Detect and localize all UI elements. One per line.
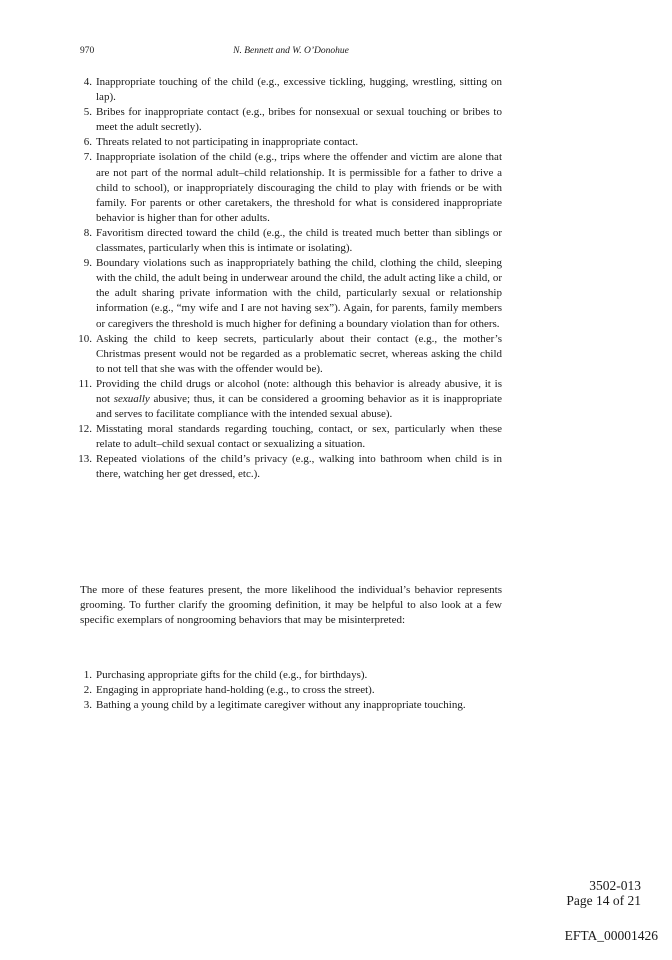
list-item: 9. Boundary violations such as inappropriately bathing the child, clothing the child, sleeping with the child, the adult being in underwear around the child, the adult acting like a child, or the adult sharing private information with the child, particularly sexual or relationship information (e.g., “my wife and I are not having sex”). Again, for parents, family members or caregivers the threshold is much higher for defining a boundary violation than for others. (83, 257, 502, 330)
list-item: 11. Providing the child drugs or alcohol (note: although this behavior is already abusive, it is not sexually abusive; thus, it can be considered a grooming behavior as it is inappropriate and serves to facilitate compliance with the intended sexual abuse). (78, 377, 503, 421)
list-item: 1. Purchasing appropriate gifts for the child (e.g., for birthdays). (83, 669, 368, 681)
running-header (80, 46, 502, 60)
list-item: 12. Misstating moral standards regarding touching, contact, or sex, particularly when these relate to adult–child sexual contact or sexualizing a situation. (78, 423, 502, 451)
list-item: 7. Inappropriate isolation of the child (e.g., trips where the offender and victim are alone that are not part of the normal adult–child relationship. It is permissible for a father to drive a child to school), or inappropriately discouraging the child to play with friends or be with family. For parents or other caretakers, the threshold for what is considered inappropriate behavior is higher than for other adults. (83, 151, 502, 224)
list-item: 8. Favoritism directed toward the child (e.g., the child is treated much better than siblings or classmates, particularly when this is intimate or isolating). (83, 226, 502, 255)
list-item: 13. Repeated violations of the child’s privacy (e.g., walking into bathroom when child is in there, watching her get dressed, etc.). (78, 453, 502, 481)
list-item: 10. Asking the child to keep secrets, particularly about their contact (e.g., the mother’s Christmas present would not be regarded as a problematic secret, whereas asking the child to not tell that she was with the offender would be). (78, 332, 502, 375)
list-item: 6. Threats related to not participating in inappropriate contact. (83, 136, 359, 149)
document-stamp (566, 878, 641, 908)
nongrooming-exemplars-list (80, 668, 502, 713)
stamp-page: Page 14 of 21 (566, 893, 641, 908)
list-item: 2. Engaging in appropriate hand-holding (e.g., to cross the street). (83, 684, 375, 697)
body-paragraph: The more of these features present, the more likelihood the individual’s behavior represents grooming. To further clarify the grooming definition, it may be helpful to also look at a few specific exemplars of nongrooming behaviors that may be misinterpreted: (80, 584, 502, 627)
list-item: 3. Bathing a young child by a legitimate caregiver without any inappropriate touching. (83, 699, 466, 712)
efta-identifier: EFTA_00001426 (564, 928, 658, 943)
grooming-behaviors-list (80, 75, 502, 483)
list-item: 5. Bribes for inappropriate contact (e.g., bribes for nonsexual or sexual touching or bribes to meet the adult secretly). (83, 106, 502, 134)
list-item: 4. Inappropriate touching of the child (e.g., excessive tickling, hugging, wrestling, sitting on lap). (83, 76, 502, 104)
running-title: N. Bennett and W. O’Donohue (233, 46, 349, 56)
stamp-code: 3502-013 (589, 878, 641, 893)
page-number: 970 (80, 46, 95, 56)
